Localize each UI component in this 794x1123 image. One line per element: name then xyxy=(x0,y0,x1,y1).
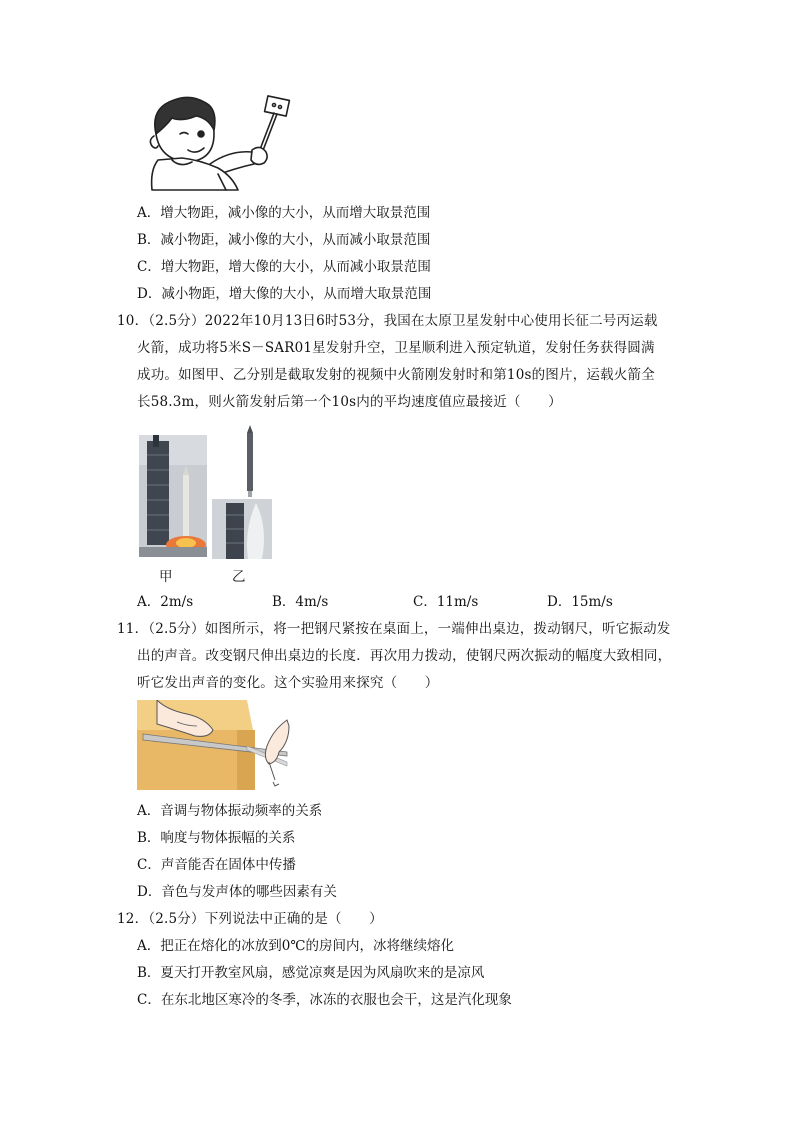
q10-stem-line-1: 10．（2.5分）2022年10月13日6时53分，我国在太原卫星发射中心使用长征二号丙运载 xyxy=(117,313,658,329)
q10-stem-line-2: 火箭，成功将5米S－SAR01星发射升空，卫星顺利进入预定轨道，发射任务获得圆满 xyxy=(137,340,655,356)
q10-stem-line-4: 长58.3m，则火箭发射后第一个10s内的平均速度值应最接近（ ） xyxy=(137,394,562,410)
q11-stem-line-3: 听它发出声音的变化。这个实验用来探究（ ） xyxy=(137,675,439,691)
q9-option-c: C．增大物距，增大像的大小，从而减小取景范围 xyxy=(137,259,431,275)
rocket-launch-photo-yi xyxy=(212,425,272,559)
q11-stem-line-2: 出的声音。改变钢尺伸出桌边的长度．再次用力拨动，使钢尺两次振动的幅度大致相同， xyxy=(137,648,672,664)
q11-option-a: A．音调与物体振动频率的关系 xyxy=(137,803,323,819)
selfie-boy-illustration xyxy=(138,94,298,192)
ruler-on-table-illustration xyxy=(137,700,297,790)
rocket-launch-photo-jia xyxy=(139,435,207,557)
q10-option-d: D．15m/s xyxy=(547,594,613,610)
photo-caption-yi: 乙 xyxy=(232,569,246,585)
q12-option-b: B．夏天打开教室风扇，感觉凉爽是因为风扇吹来的是凉风 xyxy=(137,965,485,981)
q11-option-b: B．响度与物体振幅的关系 xyxy=(137,830,296,846)
q11-option-c: C．声音能否在固体中传播 xyxy=(137,857,296,873)
q9-option-d: D．减小物距，增大像的大小，从而增大取景范围 xyxy=(137,286,432,302)
photo-caption-jia: 甲 xyxy=(159,569,173,585)
q10-option-a: A．2m/s xyxy=(137,594,194,610)
q10-stem-line-3: 成功。如图甲、乙分别是截取发射的视频中火箭刚发射时和第10s的图片，运载火箭全 xyxy=(137,367,655,383)
q10-option-b: B．4m/s xyxy=(272,594,329,610)
q11-stem-line-1: 11．（2.5分）如图所示，将一把钢尺紧按在桌面上，一端伸出桌边，拨动钢尺，听它振动发 xyxy=(117,621,671,637)
q11-option-d: D．音色与发声体的哪些因素有关 xyxy=(137,884,337,900)
q9-option-b: B．减小物距，减小像的大小，从而减小取景范围 xyxy=(137,232,431,248)
q12-stem-line-1: 12．（2.5分）下列说法中正确的是（ ） xyxy=(117,911,383,927)
q12-option-c: C．在东北地区寒冷的冬季，冰冻的衣服也会干，这是汽化现象 xyxy=(137,992,512,1008)
q10-option-c: C．11m/s xyxy=(413,594,479,610)
q12-option-a: A．把正在熔化的冰放到0℃的房间内，冰将继续熔化 xyxy=(137,938,454,954)
q9-option-a: A．增大物距，减小像的大小，从而增大取景范围 xyxy=(137,205,431,221)
